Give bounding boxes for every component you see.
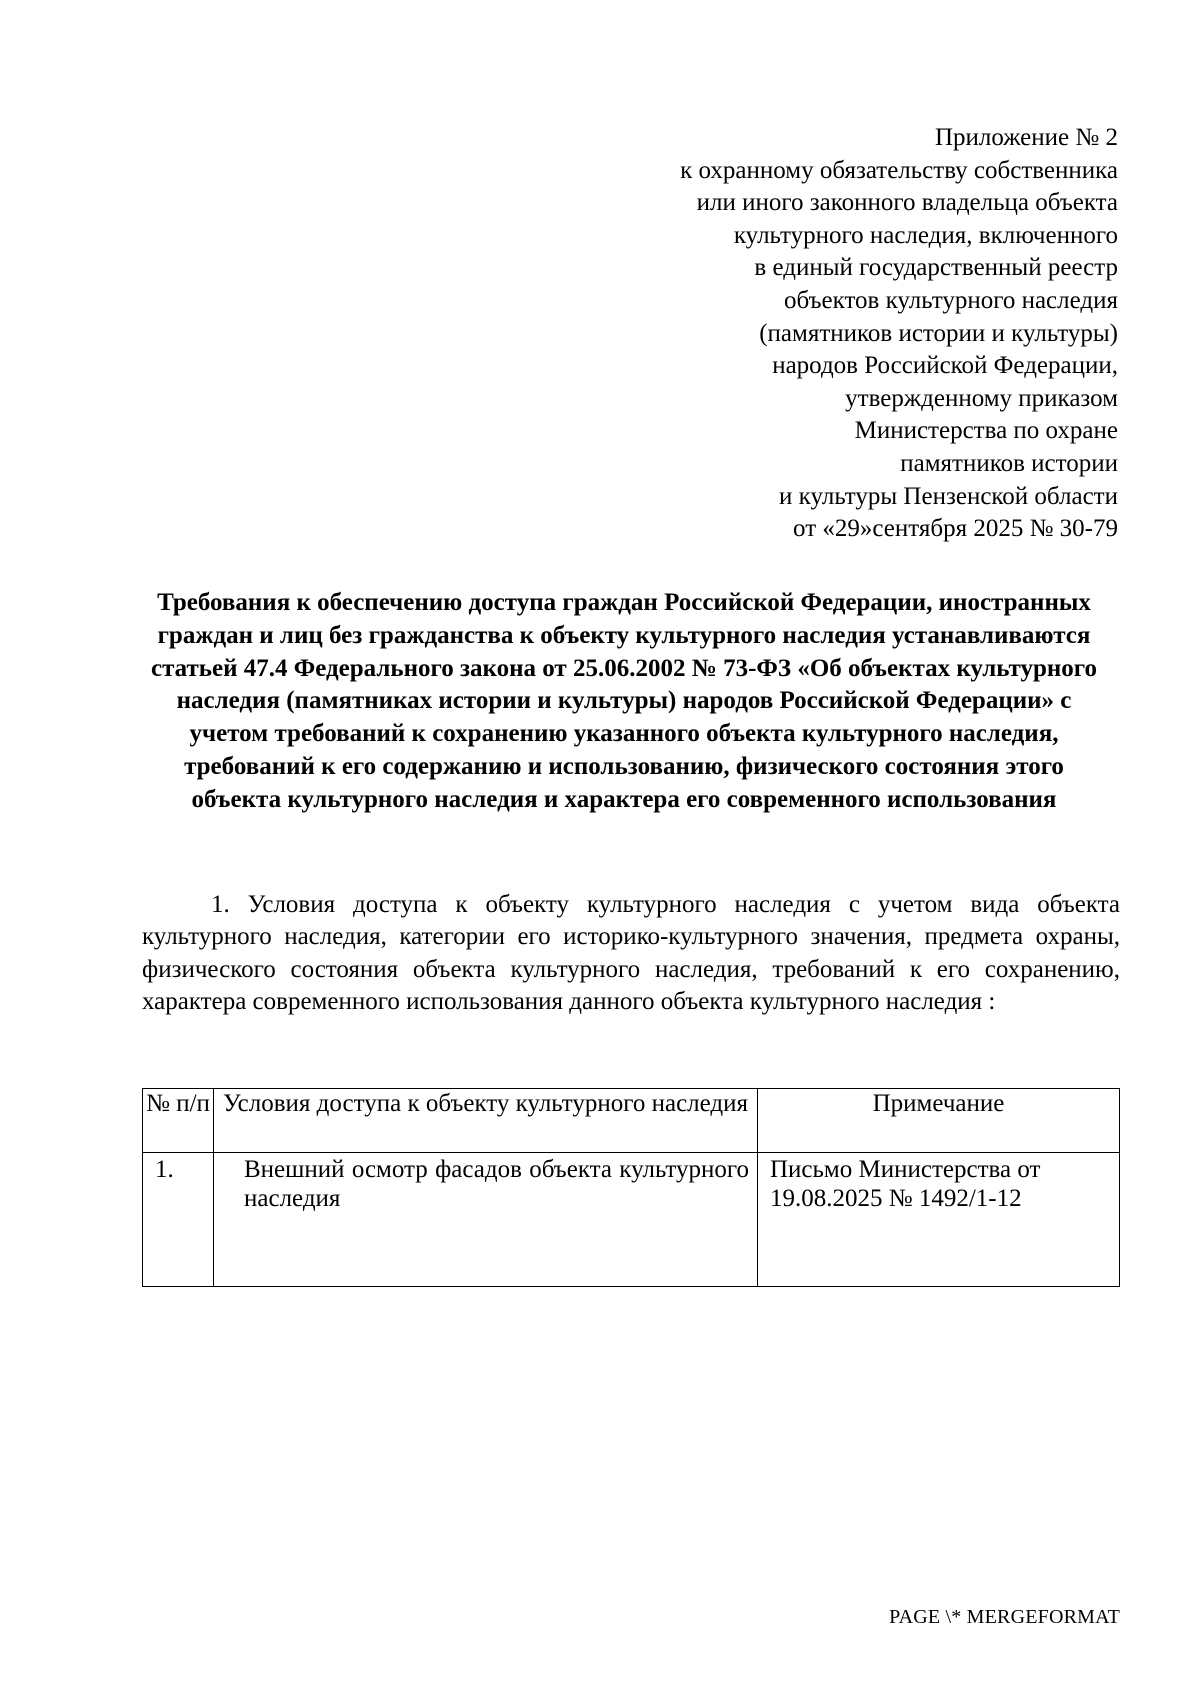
header-num: № п/п [143,1089,214,1153]
row-num: 1. [143,1153,214,1287]
appendix-line: памятников истории [900,449,1118,477]
appendix-line: (памятников истории и культуры) [759,319,1118,347]
intro-paragraph: 1. Условия доступа к объекту культурного наследия с учетом вида объекта культурного наследия, категории его историко-культурного значения, предмета охраны, физического состояния объекта культурного наследия, требований к его сохранению, характера современного использования данного объекта культурного наследия : [142,891,1120,1016]
appendix-line: Министерства по охране [854,417,1118,445]
appendix-line: и культуры Пензенской области [779,482,1118,510]
appendix-line: от «29»сентября 2025 № 30-79 [793,515,1118,543]
header-note: Примечание [758,1089,1120,1153]
appendix-line: объектов культурного наследия [784,286,1118,314]
appendix-line: к охранному обязательству собственника [680,156,1118,184]
access-conditions-table [142,1088,1120,1287]
row-note: Письмо Министерства от 19.08.2025 № 1492/1-12 [758,1153,1120,1287]
header-condition: Условия доступа к объекту культурного наследия [214,1089,758,1153]
appendix-line: народов Российской Федерации, [772,352,1118,380]
table-row [143,1153,1120,1287]
appendix-header [478,122,1118,546]
appendix-line: культурного наследия, включенного [733,221,1118,249]
appendix-line: в единый государственный реестр [754,254,1118,282]
table-header-row [143,1089,1120,1153]
appendix-line: утвержденному приказом [845,384,1118,412]
row-condition: Внешний осмотр фасадов объекта культурного наследия [214,1153,758,1287]
appendix-line: или иного законного владельца объекта [696,189,1118,217]
page-footer-field: PAGE \* MERGEFORMAT [889,1606,1120,1628]
appendix-line: Приложение № 2 [934,124,1118,151]
document-heading: Требования к обеспечению доступа граждан Российской Федерации, иностранных граждан и лиц без гражданства к объекту культурного наследия устанавливаются статьей 47.4 Федерального закона от 25.06.2002 № 73-ФЗ «Об объектах культурного наследия (памятниках истории и культуры) народов Российской Федерации» с учетом требований к сохранению указанного объекта культурного наследия, требований к его содержанию и использованию, физического состояния этого объекта культурного наследия и характера его современного использования [150,589,1098,813]
